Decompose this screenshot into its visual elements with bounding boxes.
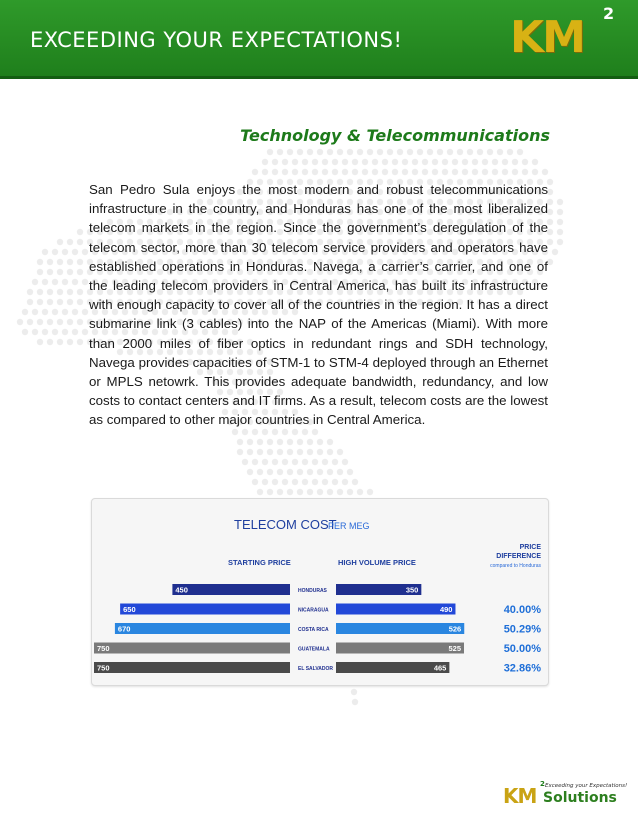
map-dot	[422, 159, 428, 165]
map-dot	[482, 159, 488, 165]
header-banner	[0, 0, 638, 79]
map-dot	[282, 159, 288, 165]
map-dot	[62, 309, 68, 315]
map-dot	[82, 249, 88, 255]
starting-price-header: STARTING PRICE	[228, 558, 291, 567]
map-dot	[42, 279, 48, 285]
map-dot	[427, 149, 433, 155]
footer-logo-superscript: 2	[540, 780, 545, 788]
country-label: HONDURAS	[298, 588, 327, 594]
chart-title-main: TELECOM COST	[234, 517, 337, 532]
map-dot	[67, 239, 73, 245]
map-dot	[507, 149, 513, 155]
map-dot	[312, 159, 318, 165]
price-difference-value: 32.86%	[503, 662, 541, 675]
country-label: EL SALVADOR	[298, 666, 334, 672]
map-dot	[327, 439, 333, 445]
map-dot	[347, 149, 353, 155]
map-dot	[57, 269, 63, 275]
map-dot	[37, 299, 43, 305]
map-dot	[287, 439, 293, 445]
map-dot	[327, 489, 333, 495]
map-dot	[512, 159, 518, 165]
map-dot	[297, 469, 303, 475]
high-volume-price-bar	[336, 643, 464, 654]
map-dot	[497, 149, 503, 155]
map-dot	[352, 169, 358, 175]
starting-price-bar	[115, 623, 290, 634]
map-dot	[17, 319, 23, 325]
map-dot	[351, 689, 357, 695]
map-dot	[372, 169, 378, 175]
map-dot	[452, 169, 458, 175]
map-dot	[72, 249, 78, 255]
map-dot	[372, 159, 378, 165]
map-dot	[47, 299, 53, 305]
map-dot	[412, 169, 418, 175]
high-volume-price-label: 490	[439, 605, 453, 614]
price-difference-header-2: DIFFERENCE	[496, 553, 541, 560]
high-volume-price-header: HIGH VOLUME PRICE	[338, 558, 416, 567]
map-dot	[77, 259, 83, 265]
map-dot	[322, 479, 328, 485]
map-dot	[402, 159, 408, 165]
map-dot	[437, 149, 443, 155]
map-dot	[247, 439, 253, 445]
map-dot	[337, 449, 343, 455]
map-dot	[57, 239, 63, 245]
map-dot	[252, 479, 258, 485]
map-dot	[512, 169, 518, 175]
map-dot	[272, 479, 278, 485]
map-dot	[432, 159, 438, 165]
map-dot	[292, 459, 298, 465]
map-dot	[232, 429, 238, 435]
map-dot	[237, 449, 243, 455]
starting-price-label: 450	[175, 585, 188, 595]
map-dot	[322, 159, 328, 165]
logo-superscript: 2	[603, 4, 615, 23]
map-dot	[367, 149, 373, 155]
bar-group	[94, 584, 541, 675]
map-dot	[302, 459, 308, 465]
map-dot	[557, 209, 563, 215]
map-dot	[32, 329, 38, 335]
map-dot	[362, 159, 368, 165]
map-dot	[57, 319, 63, 325]
map-dot	[457, 149, 463, 155]
map-dot	[307, 439, 313, 445]
map-dot	[37, 289, 43, 295]
map-dot	[302, 479, 308, 485]
map-dot	[67, 269, 73, 275]
map-dot	[77, 319, 83, 325]
map-dot	[247, 449, 253, 455]
price-difference-note: compared to Honduras	[490, 563, 541, 569]
map-dot	[257, 449, 263, 455]
map-dot	[417, 149, 423, 155]
country-label: NICARAGUA	[298, 607, 329, 614]
map-dot	[267, 469, 273, 475]
map-dot	[542, 169, 548, 175]
map-dot	[62, 249, 68, 255]
map-dot	[72, 279, 78, 285]
map-dot	[257, 439, 263, 445]
map-dot	[257, 489, 263, 495]
map-dot	[67, 299, 73, 305]
map-dot	[57, 339, 63, 345]
map-dot	[352, 699, 358, 705]
map-dot	[462, 169, 468, 175]
map-dot	[242, 429, 248, 435]
map-dot	[282, 169, 288, 175]
map-dot	[282, 459, 288, 465]
map-dot	[272, 169, 278, 175]
map-dot	[272, 459, 278, 465]
map-dot	[467, 149, 473, 155]
map-dot	[362, 169, 368, 175]
map-dot	[532, 169, 538, 175]
map-dot	[312, 459, 318, 465]
price-difference-value: 50.00%	[503, 643, 541, 655]
map-dot	[77, 269, 83, 275]
map-dot	[267, 439, 273, 445]
map-dot	[422, 169, 428, 175]
map-dot	[377, 149, 383, 155]
map-dot	[367, 489, 373, 495]
map-dot	[247, 469, 253, 475]
map-dot	[37, 319, 43, 325]
map-dot	[342, 479, 348, 485]
map-dot	[297, 489, 303, 495]
map-dot	[22, 329, 28, 335]
map-dot	[347, 469, 353, 475]
map-dot	[52, 279, 58, 285]
map-dot	[532, 159, 538, 165]
price-difference-value: 40.00%	[503, 604, 541, 616]
map-dot	[322, 169, 328, 175]
map-dot	[332, 169, 338, 175]
country-label: GUATEMALA	[298, 646, 330, 653]
map-dot	[342, 169, 348, 175]
map-dot	[287, 489, 293, 495]
map-dot	[342, 159, 348, 165]
map-dot	[267, 149, 273, 155]
map-dot	[557, 239, 563, 245]
map-dot	[322, 459, 328, 465]
map-dot	[27, 299, 33, 305]
map-dot	[332, 459, 338, 465]
map-dot	[47, 289, 53, 295]
chart-title-sub: PER MEG	[328, 521, 370, 531]
map-dot	[392, 159, 398, 165]
map-dot	[292, 429, 298, 435]
map-dot	[317, 449, 323, 455]
logo-letters: KM	[510, 12, 584, 63]
map-dot	[262, 459, 268, 465]
map-dot	[502, 169, 508, 175]
map-dot	[262, 479, 268, 485]
map-dot	[67, 319, 73, 325]
map-dot	[492, 159, 498, 165]
map-dot	[277, 469, 283, 475]
map-dot	[27, 289, 33, 295]
starting-price-bar	[172, 584, 290, 595]
map-dot	[287, 149, 293, 155]
map-dot	[277, 439, 283, 445]
map-dot	[472, 169, 478, 175]
map-dot	[32, 279, 38, 285]
map-dot	[347, 489, 353, 495]
country-label: COSTA RICA	[298, 627, 329, 633]
starting-price-label: 670	[117, 624, 131, 634]
map-dot	[42, 249, 48, 255]
high-volume-price-label: 526	[448, 624, 462, 634]
high-volume-price-bar	[336, 623, 464, 634]
map-dot	[297, 149, 303, 155]
map-dot	[32, 309, 38, 315]
map-dot	[62, 279, 68, 285]
map-dot	[282, 479, 288, 485]
map-dot	[352, 479, 358, 485]
map-dot	[277, 449, 283, 455]
map-dot	[262, 169, 268, 175]
map-dot	[477, 149, 483, 155]
map-dot	[22, 309, 28, 315]
map-dot	[297, 449, 303, 455]
map-dot	[37, 269, 43, 275]
map-dot	[292, 169, 298, 175]
high-volume-price-label: 350	[405, 585, 419, 595]
map-dot	[317, 149, 323, 155]
map-dot	[327, 469, 333, 475]
map-dot	[282, 429, 288, 435]
map-dot	[407, 149, 413, 155]
map-dot	[47, 269, 53, 275]
map-dot	[82, 279, 88, 285]
map-dot	[272, 159, 278, 165]
map-dot	[472, 159, 478, 165]
map-dot	[37, 339, 43, 345]
map-dot	[357, 149, 363, 155]
map-dot	[317, 439, 323, 445]
map-dot	[432, 169, 438, 175]
map-dot	[82, 309, 88, 315]
map-dot	[317, 489, 323, 495]
high-volume-price-bar	[336, 662, 449, 673]
map-dot	[277, 489, 283, 495]
starting-price-bar	[94, 662, 290, 673]
map-dot	[492, 169, 498, 175]
map-dot	[252, 429, 258, 435]
map-dot	[357, 489, 363, 495]
map-dot	[42, 309, 48, 315]
footer-tagline: Exceeding your Expectations!	[545, 783, 628, 789]
map-dot	[337, 489, 343, 495]
map-dot	[292, 479, 298, 485]
map-dot	[57, 289, 63, 295]
map-dot	[307, 449, 313, 455]
high-volume-price-label: 525	[448, 644, 461, 653]
map-dot	[52, 329, 58, 335]
map-dot	[442, 169, 448, 175]
map-dot	[252, 459, 258, 465]
map-dot	[37, 259, 43, 265]
section-title: Technology & Telecommunications	[240, 126, 550, 145]
map-dot	[67, 289, 73, 295]
map-dot	[382, 159, 388, 165]
map-dot	[272, 429, 278, 435]
map-dot	[262, 429, 268, 435]
map-dot	[337, 149, 343, 155]
map-dot	[522, 169, 528, 175]
map-dot	[57, 299, 63, 305]
starting-price-bar	[94, 643, 290, 654]
map-dot	[237, 439, 243, 445]
map-dot	[517, 149, 523, 155]
telecom-cost-chart	[91, 498, 549, 686]
map-dot	[382, 169, 388, 175]
map-dot	[82, 329, 88, 335]
map-dot	[77, 289, 83, 295]
map-dot	[77, 299, 83, 305]
map-dot	[77, 239, 83, 245]
map-dot	[267, 489, 273, 495]
map-dot	[342, 459, 348, 465]
map-dot	[327, 449, 333, 455]
map-dot	[72, 329, 78, 335]
map-dot	[332, 159, 338, 165]
map-dot	[27, 319, 33, 325]
map-dot	[57, 259, 63, 265]
map-dot	[352, 159, 358, 165]
map-dot	[317, 469, 323, 475]
map-dot	[462, 159, 468, 165]
map-dot	[552, 249, 558, 255]
high-volume-price-label: 465	[433, 663, 447, 673]
km2-logo	[510, 4, 620, 70]
map-dot	[302, 429, 308, 435]
map-dot	[77, 339, 83, 345]
map-dot	[52, 249, 58, 255]
map-dot	[327, 149, 333, 155]
map-dot	[287, 469, 293, 475]
map-dot	[62, 329, 68, 335]
map-dot	[312, 169, 318, 175]
map-dot	[447, 149, 453, 155]
starting-price-label: 650	[123, 605, 136, 614]
map-dot	[312, 479, 318, 485]
map-dot	[302, 159, 308, 165]
map-dot	[257, 469, 263, 475]
starting-price-label: 750	[97, 644, 110, 653]
map-dot	[557, 199, 563, 205]
map-dot	[302, 169, 308, 175]
map-dot	[262, 159, 268, 165]
map-dot	[277, 149, 283, 155]
map-dot	[77, 229, 83, 235]
price-difference-value: 50.29%	[503, 623, 541, 636]
footer-logo-letters: KM	[503, 784, 537, 808]
footer-logo	[503, 780, 628, 810]
starting-price-bar	[120, 604, 290, 615]
map-dot	[52, 309, 58, 315]
map-dot	[252, 169, 258, 175]
map-dot	[67, 259, 73, 265]
map-dot	[312, 429, 318, 435]
map-dot	[452, 159, 458, 165]
map-dot	[332, 479, 338, 485]
map-dot	[487, 149, 493, 155]
map-dot	[47, 319, 53, 325]
price-difference-header-1: PRICE	[519, 544, 541, 551]
map-dot	[47, 339, 53, 345]
map-dot	[307, 489, 313, 495]
map-dot	[522, 159, 528, 165]
footer-logo-name: Solutions	[543, 790, 617, 806]
body-paragraph: San Pedro Sula enjoys the most modern and robust telecommunications infrastructure in the country, and Honduras has one of the most liberalized telecom markets in the region. Since the government’s deregulation of the telecom sector, more than 30 telecom service providers and operators have established operations in Honduras. Navega, a carrier’s carrier, and one of the leading telecom providers in Central America, has built its infrastructure with enough capacity to cover all of the countries in the region. It has a direct submarine link (3 cables) into the NAP of the Americas (Miami). With more than 2000 miles of fiber optics in redundant rings and SDH technology, Navega provides capacities of STM-1 to STM-4 deployed through an Ethernet or MPLS netowrk. This provides adequate bandwidth, redundancy, and low costs to contact centers and IT firms. As a result, telecom costs are the lowest as compared to other major countries in Central America.	[89, 182, 548, 428]
high-volume-price-bar	[336, 604, 455, 615]
map-dot	[392, 169, 398, 175]
map-dot	[482, 169, 488, 175]
starting-price-label: 750	[97, 663, 110, 673]
map-dot	[337, 469, 343, 475]
banner-title: EXCEEDING YOUR EXPECTATIONS!	[30, 28, 403, 52]
map-dot	[297, 439, 303, 445]
map-dot	[557, 229, 563, 235]
map-dot	[397, 149, 403, 155]
map-dot	[47, 259, 53, 265]
map-dot	[402, 169, 408, 175]
map-dot	[67, 339, 73, 345]
map-dot	[442, 159, 448, 165]
chart-canvas	[92, 499, 548, 685]
map-dot	[502, 159, 508, 165]
map-dot	[387, 149, 393, 155]
map-dot	[557, 219, 563, 225]
map-dot	[412, 159, 418, 165]
map-dot	[287, 449, 293, 455]
map-dot	[292, 159, 298, 165]
map-dot	[267, 449, 273, 455]
map-dot	[307, 469, 313, 475]
map-dot	[42, 329, 48, 335]
map-dot	[242, 459, 248, 465]
map-dot	[307, 149, 313, 155]
map-dot	[72, 309, 78, 315]
